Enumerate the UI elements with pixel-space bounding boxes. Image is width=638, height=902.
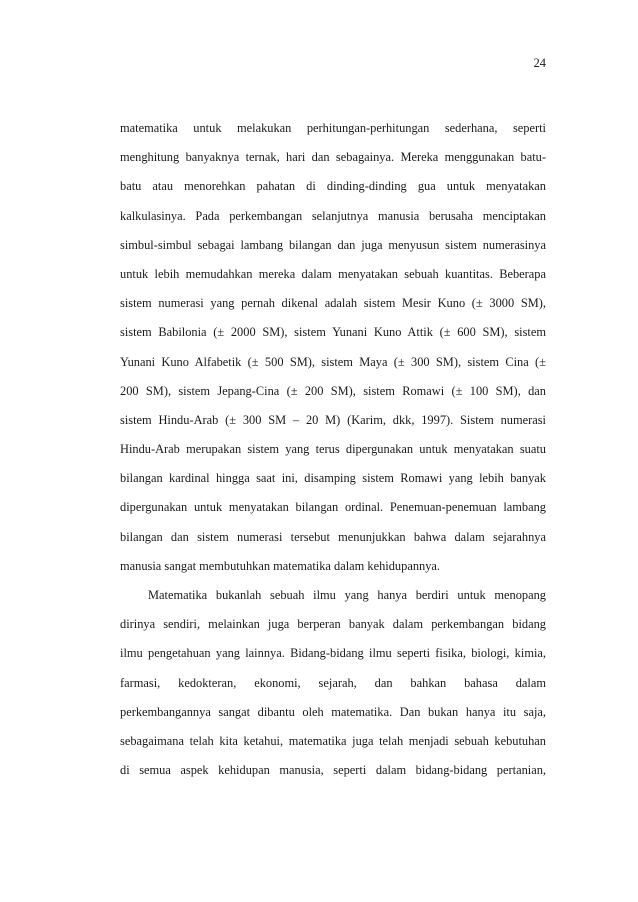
text-line: batu atau menorehkan pahatan di dinding-dinding gua untuk menyatakan	[120, 179, 546, 194]
text-line: sistem numerasi yang pernah dikenal adalah sistem Mesir Kuno (± 3000 SM),	[120, 296, 546, 311]
text-line: perkembangannya sangat dibantu oleh matematika. Dan bukan hanya itu saja,	[120, 704, 546, 719]
text-line: dipergunakan untuk menyatakan bilangan ordinal. Penemuan-penemuan lambang	[120, 500, 546, 515]
body-text	[120, 114, 546, 785]
text-line: Hindu-Arab merupakan sistem yang terus dipergunakan untuk menyatakan suatu	[120, 442, 546, 457]
text-line: bilangan dan sistem numerasi tersebut menunjukkan bahwa dalam sejarahnya	[120, 529, 546, 544]
text-line: dirinya sendiri, melainkan juga berperan banyak dalam perkembangan bidang	[120, 617, 546, 632]
text-line: Matematika bukanlah sebuah ilmu yang hanya berdiri untuk menopang	[148, 588, 546, 602]
text-line: menghitung banyaknya ternak, hari dan sebagainya. Mereka menggunakan batu-	[120, 150, 546, 165]
text-line: manusia sangat membutuhkan matematika dalam kehidupannya.	[120, 558, 440, 573]
text-line: 200 SM), sistem Jepang-Cina (± 200 SM), sistem Romawi (± 100 SM), dan	[120, 383, 546, 398]
paragraph	[120, 581, 546, 785]
text-line: bilangan kardinal hingga saat ini, disamping sistem Romawi yang lebih banyak	[120, 471, 546, 486]
text-line: ilmu pengetahuan yang lainnya. Bidang-bidang ilmu seperti fisika, biologi, kimia,	[120, 646, 546, 661]
text-line: farmasi, kedokteran, ekonomi, sejarah, dan bahkan bahasa dalam	[120, 675, 546, 690]
text-line: matematika untuk melakukan perhitungan-perhitungan sederhana, seperti	[120, 121, 546, 135]
text-line: di semua aspek kehidupan manusia, seperti dalam bidang-bidang pertanian,	[120, 763, 546, 778]
page-number: 24	[533, 56, 546, 70]
text-line: sistem Hindu-Arab (± 300 SM – 20 M) (Karim, dkk, 1997). Sistem numerasi	[120, 412, 546, 427]
text-line: simbul-simbul sebagai lambang bilangan dan juga menyusun sistem numerasinya	[120, 237, 546, 252]
text-line: untuk lebih memudahkan mereka dalam menyatakan sebuah kuantitas. Beberapa	[120, 266, 546, 281]
text-line: kalkulasinya. Pada perkembangan selanjutnya manusia berusaha menciptakan	[120, 208, 546, 223]
text-line: sistem Babilonia (± 2000 SM), sistem Yunani Kuno Attik (± 600 SM), sistem	[120, 325, 546, 340]
text-line: Yunani Kuno Alfabetik (± 500 SM), sistem Maya (± 300 SM), sistem Cina (±	[120, 354, 546, 369]
text-line: sebagaimana telah kita ketahui, matematika juga telah menjadi sebuah kebutuhan	[120, 733, 546, 748]
paragraph	[120, 114, 546, 581]
